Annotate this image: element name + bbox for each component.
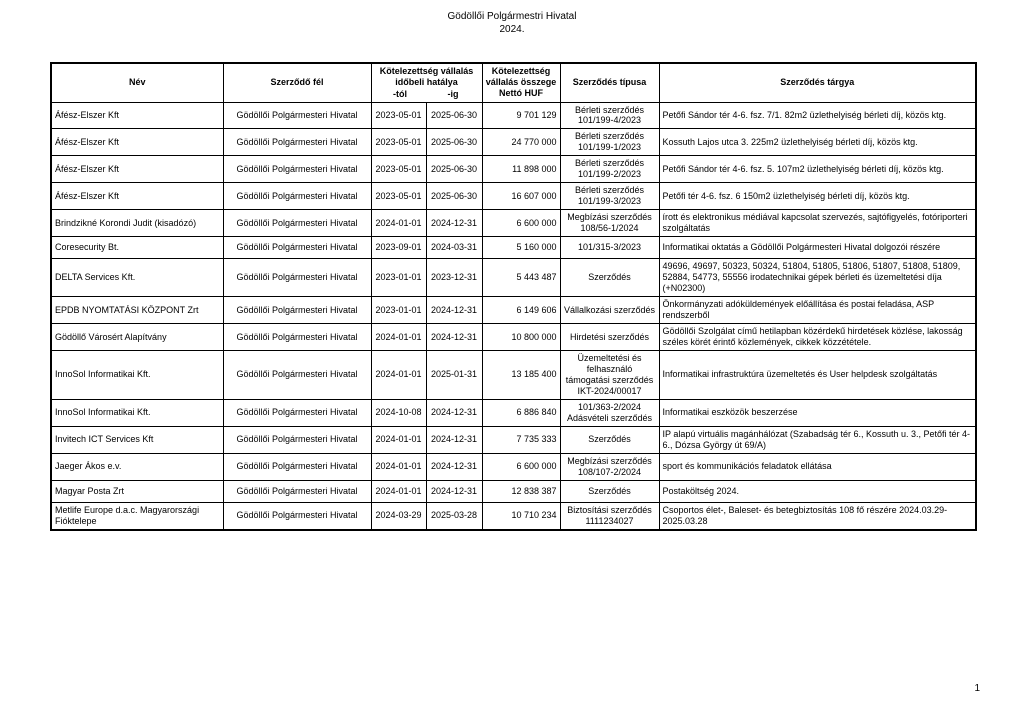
cell-tol: 2024-01-01 (371, 350, 426, 399)
cell-osszeg: 16 607 000 (482, 183, 560, 210)
table-row (51, 237, 976, 259)
cell-targy: Informatikai infrastruktúra üzemeltetés és User helpdesk szolgáltatás (659, 350, 976, 399)
cell-szerzodo-fel: Gödöllői Polgármesteri Hivatal (223, 183, 371, 210)
cell-szerzodo-fel: Gödöllői Polgármesteri Hivatal (223, 129, 371, 156)
table-row (51, 210, 976, 237)
cell-tipus: Megbízási szerződés 108/107-2/2024 (560, 453, 659, 480)
cell-nev: InnoSol Informatikai Kft. (51, 399, 223, 426)
cell-tipus: Bérleti szerződés 101/199-4/2023 (560, 102, 659, 129)
cell-szerzodo-fel: Gödöllői Polgármesteri Hivatal (223, 297, 371, 324)
cell-targy: IP alapú virtuális magánhálózat (Szabadság tér 6., Kossuth u. 3., Petőfi tér 4-6., Dózsa György út 69/A) (659, 426, 976, 453)
cell-tipus: 101/363-2/2024 Adásvételi szerződés (560, 399, 659, 426)
cell-ig: 2024-12-31 (426, 297, 482, 324)
cell-tipus: Hirdetési szerződés (560, 324, 659, 351)
cell-osszeg: 7 735 333 (482, 426, 560, 453)
cell-ig: 2025-06-30 (426, 183, 482, 210)
cell-targy: Petőfi Sándor tér 4-6. fsz. 7/1. 82m2 üzlethelyiség bérleti díj, közös ktg. (659, 102, 976, 129)
cell-nev: EPDB NYOMTATÁSI KÖZPONT Zrt (51, 297, 223, 324)
cell-targy: Petőfi tér 4-6. fsz. 6 150m2 üzlethelyiség bérleti díj, közös ktg. (659, 183, 976, 210)
cell-osszeg: 6 886 840 (482, 399, 560, 426)
cell-szerzodo-fel: Gödöllői Polgármesteri Hivatal (223, 399, 371, 426)
cell-tipus: Bérleti szerződés 101/199-2/2023 (560, 156, 659, 183)
cell-targy: írott és elektronikus médiával kapcsolat szervezés, sajtófigyelés, fotóriporteri szolgáltatás (659, 210, 976, 237)
header-hatalya-label: Kötelezettség vállalás időbeli hatálya (379, 65, 474, 87)
table-row (51, 129, 976, 156)
cell-targy: Gödöllői Szolgálat című hetilapban közérdekű hirdetések közlése, lakosság széles körét érintő közlemények, cikkek közzététele. (659, 324, 976, 351)
page-number: 1 (974, 683, 980, 694)
cell-targy: Önkormányzati adóküldemények előállítása és postai feladása, ASP rendszerből (659, 297, 976, 324)
cell-tipus: Bérleti szerződés 101/199-3/2023 (560, 183, 659, 210)
cell-tol: 2024-01-01 (371, 480, 426, 502)
table-row (51, 297, 976, 324)
cell-osszeg: 6 600 000 (482, 210, 560, 237)
cell-tipus: Biztosítási szerződés 1111234027 (560, 502, 659, 529)
cell-ig: 2025-06-30 (426, 102, 482, 129)
cell-osszeg: 10 800 000 (482, 324, 560, 351)
cell-osszeg: 11 898 000 (482, 156, 560, 183)
header-osszeg: Kötelezettség vállalás összege Nettó HUF (482, 63, 560, 102)
header-row (51, 63, 976, 102)
cell-osszeg: 12 838 387 (482, 480, 560, 502)
cell-ig: 2024-03-31 (426, 237, 482, 259)
cell-ig: 2024-12-31 (426, 480, 482, 502)
table-row (51, 426, 976, 453)
cell-tol: 2024-01-01 (371, 324, 426, 351)
cell-szerzodo-fel: Gödöllői Polgármesteri Hivatal (223, 324, 371, 351)
cell-szerzodo-fel: Gödöllői Polgármesteri Hivatal (223, 210, 371, 237)
cell-targy: Csoportos élet-, Baleset- és betegbiztosítás 108 fő részére 2024.03.29-2025.03.28 (659, 502, 976, 529)
cell-tol: 2024-01-01 (371, 210, 426, 237)
table-row (51, 183, 976, 210)
cell-szerzodo-fel: Gödöllői Polgármesteri Hivatal (223, 453, 371, 480)
cell-tol: 2023-05-01 (371, 102, 426, 129)
cell-tol: 2024-10-08 (371, 399, 426, 426)
page-title (0, 10, 1024, 36)
header-szerzodo-fel: Szerződő fél (223, 63, 371, 102)
cell-ig: 2025-03-28 (426, 502, 482, 529)
cell-nev: Áfész-Elszer Kft (51, 129, 223, 156)
cell-tol: 2023-09-01 (371, 237, 426, 259)
cell-szerzodo-fel: Gödöllői Polgármesteri Hivatal (223, 502, 371, 529)
table-row (51, 259, 976, 297)
cell-nev: InnoSol Informatikai Kft. (51, 350, 223, 399)
cell-tipus: Szerződés (560, 426, 659, 453)
cell-tipus: Vállalkozási szerződés (560, 297, 659, 324)
cell-nev: Invitech ICT Services Kft (51, 426, 223, 453)
contracts-table-wrap (50, 62, 975, 531)
header-hatalya (371, 63, 482, 102)
table-row (51, 102, 976, 129)
cell-tipus: Üzemeltetési és felhasználó támogatási szerződés IKT-2024/00017 (560, 350, 659, 399)
cell-nev: Gödöllő Városért Alapítvány (51, 324, 223, 351)
cell-nev: Áfész-Elszer Kft (51, 102, 223, 129)
page-title-line2: 2024. (499, 24, 525, 35)
cell-osszeg: 5 443 487 (482, 259, 560, 297)
cell-nev: Coresecurity Bt. (51, 237, 223, 259)
cell-targy: Informatikai eszközök beszerzése (659, 399, 976, 426)
table-row (51, 350, 976, 399)
cell-tipus: Bérleti szerződés 101/199-1/2023 (560, 129, 659, 156)
header-nev: Név (51, 63, 223, 102)
cell-tipus: Megbízási szerződés 108/56-1/2024 (560, 210, 659, 237)
cell-szerzodo-fel: Gödöllői Polgármesteri Hivatal (223, 237, 371, 259)
cell-osszeg: 9 701 129 (482, 102, 560, 129)
cell-ig: 2023-12-31 (426, 259, 482, 297)
contracts-table (50, 62, 977, 531)
cell-szerzodo-fel: Gödöllői Polgármesteri Hivatal (223, 480, 371, 502)
cell-szerzodo-fel: Gödöllői Polgármesteri Hivatal (223, 426, 371, 453)
cell-tol: 2023-05-01 (371, 156, 426, 183)
cell-tol: 2023-05-01 (371, 183, 426, 210)
cell-ig: 2024-12-31 (426, 210, 482, 237)
cell-ig: 2024-12-31 (426, 426, 482, 453)
table-row (51, 502, 976, 529)
header-hatalya-sublabels (374, 89, 480, 100)
cell-osszeg: 6 149 606 (482, 297, 560, 324)
cell-osszeg: 6 600 000 (482, 453, 560, 480)
cell-targy: 49696, 49697, 50323, 50324, 51804, 51805, 51806, 51807, 51808, 51809, 52884, 54773, 55556 irodatechnikai gépek bérleti és üzemeltetési díja (+N02300) (659, 259, 976, 297)
cell-tipus: 101/315-3/2023 (560, 237, 659, 259)
contracts-tbody (51, 102, 976, 530)
cell-tipus: Szerződés (560, 480, 659, 502)
cell-ig: 2025-06-30 (426, 156, 482, 183)
cell-tol: 2024-03-29 (371, 502, 426, 529)
contracts-table-header (51, 63, 976, 102)
cell-nev: Metlife Europe d.a.c. Magyarországi Fióktelepe (51, 502, 223, 529)
header-tol: -tól (393, 88, 407, 99)
cell-osszeg: 24 770 000 (482, 129, 560, 156)
cell-szerzodo-fel: Gödöllői Polgármesteri Hivatal (223, 102, 371, 129)
cell-osszeg: 13 185 400 (482, 350, 560, 399)
cell-nev: DELTA Services Kft. (51, 259, 223, 297)
cell-nev: Áfész-Elszer Kft (51, 183, 223, 210)
cell-osszeg: 5 160 000 (482, 237, 560, 259)
cell-targy: Petőfi Sándor tér 4-6. fsz. 5. 107m2 üzlethelyiség bérleti díj, közös ktg. (659, 156, 976, 183)
cell-targy: Postaköltség 2024. (659, 480, 976, 502)
table-row (51, 480, 976, 502)
cell-tol: 2024-01-01 (371, 426, 426, 453)
cell-ig: 2025-06-30 (426, 129, 482, 156)
header-targya: Szerződés tárgya (659, 63, 976, 102)
cell-ig: 2024-12-31 (426, 324, 482, 351)
table-row (51, 324, 976, 351)
cell-osszeg: 10 710 234 (482, 502, 560, 529)
cell-szerzodo-fel: Gödöllői Polgármesteri Hivatal (223, 259, 371, 297)
cell-szerzodo-fel: Gödöllői Polgármesteri Hivatal (223, 156, 371, 183)
cell-tol: 2023-01-01 (371, 259, 426, 297)
cell-tol: 2024-01-01 (371, 453, 426, 480)
cell-tol: 2023-05-01 (371, 129, 426, 156)
cell-ig: 2024-12-31 (426, 453, 482, 480)
header-ig: -ig (447, 88, 459, 99)
cell-nev: Jaeger Ákos e.v. (51, 453, 223, 480)
header-tipus: Szerződés típusa (560, 63, 659, 102)
table-row (51, 399, 976, 426)
cell-targy: Informatikai oktatás a Gödöllői Polgármesteri Hivatal dolgozói részére (659, 237, 976, 259)
cell-targy: Kossuth Lajos utca 3. 225m2 üzlethelyiség bérleti díj, közös ktg. (659, 129, 976, 156)
cell-szerzodo-fel: Gödöllői Polgármesteri Hivatal (223, 350, 371, 399)
cell-targy: sport és kommunikációs feladatok ellátása (659, 453, 976, 480)
table-row (51, 453, 976, 480)
page-title-line1: Gödöllői Polgármestri Hivatal (447, 11, 577, 22)
table-row (51, 156, 976, 183)
cell-nev: Magyar Posta Zrt (51, 480, 223, 502)
cell-tipus: Szerződés (560, 259, 659, 297)
cell-nev: Brindzikné Korondi Judit (kisadózó) (51, 210, 223, 237)
cell-tol: 2023-01-01 (371, 297, 426, 324)
cell-nev: Áfész-Elszer Kft (51, 156, 223, 183)
cell-ig: 2025-01-31 (426, 350, 482, 399)
cell-ig: 2024-12-31 (426, 399, 482, 426)
